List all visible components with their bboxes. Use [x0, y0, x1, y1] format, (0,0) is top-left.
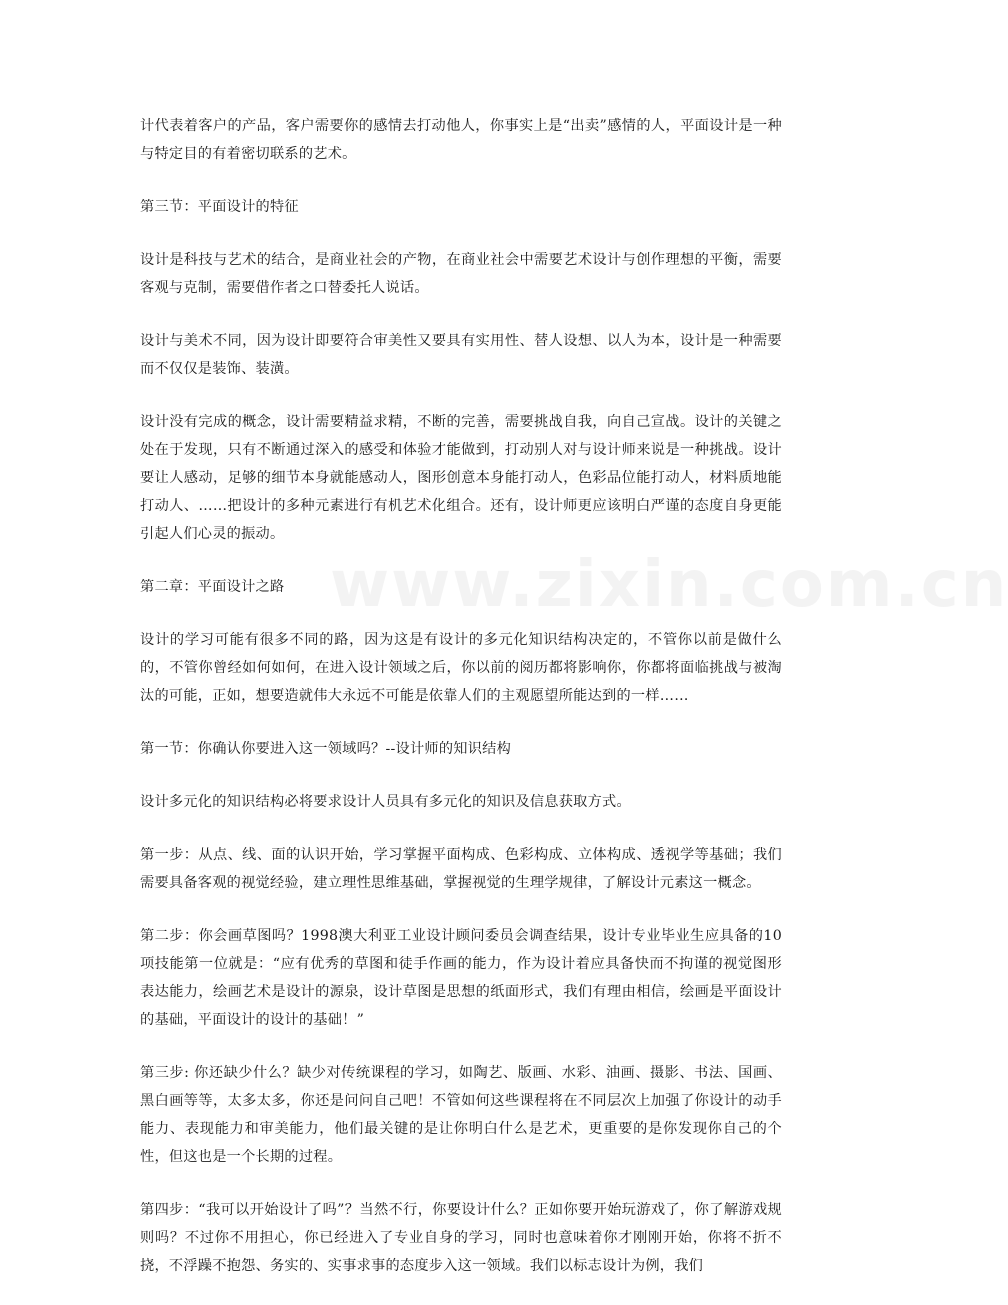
document-body — [140, 112, 782, 1305]
paragraph: 设计多元化的知识结构必将要求设计人员具有多元化的知识及信息获取方式。 — [140, 794, 631, 810]
step-2-paragraph: 第二步：你会画草图吗？1998澳大利亚工业设计顾问委员会调查结果，设计专业毕业生应具备的10项技能第一位就是：“应有优秀的草图和徒手作画的能力，作为设计着应具备快而不拘谨的视觉图形表达能力，绘画艺术是设计的源泉，设计草图是思想的纸面形式，我们有理由相信，绘画是平面设计的基础，平面设计的设计的基础！” — [140, 928, 782, 1028]
paragraph: 设计没有完成的概念，设计需要精益求精，不断的完善，需要挑战自我，向自己宣战。设计的关键之处在于发现，只有不断通过深入的感受和体验才能做到，打动别人对与设计师来说是一种挑战。设计要让人感动，足够的细节本身就能感动人，图形创意本身能打动人，色彩品位能打动人，材料质地能打动人、……把设计的多种元素进行有机艺术化组合。还有，设计师更应该明白严谨的态度自身更能引起人们心灵的振动。 — [140, 414, 782, 542]
paragraph: 设计与美术不同，因为设计即要符合审美性又要具有实用性、替人设想、以人为本，设计是一种需要而不仅仅是装饰、装潢。 — [140, 333, 782, 377]
paragraph: 设计是科技与艺术的结合，是商业社会的产物，在商业社会中需要艺术设计与创作理想的平衡，需要客观与克制，需要借作者之口替委托人说话。 — [140, 252, 782, 296]
paragraph-continuation: 计代表着客户的产品，客户需要你的感情去打动他人，你事实上是“出卖”感情的人，平面设计是一种与特定目的有着密切联系的艺术。 — [140, 118, 782, 162]
paragraph: 设计的学习可能有很多不同的路，因为这是有设计的多元化知识结构决定的，不管你以前是做什么的，不管你曾经如何如何，在进入设计领域之后，你以前的阅历都将影响你，你都将面临挑战与被淘汰的可能，正如，想要造就伟大永远不可能是依靠人们的主观愿望所能达到的一样…… — [140, 632, 782, 704]
section-heading-3: 第三节：平面设计的特征 — [140, 199, 299, 215]
step-3-paragraph: 第三步: 你还缺少什么？缺少对传统课程的学习，如陶艺、版画、水彩、油画、摄影、书法、国画、黑白画等等，太多太多，你还是问问自己吧！不管如何这些课程将在不同层次上加强了你设计的动手能力、表现能力和审美能力，他们最关键的是让你明白什么是艺术，更重要的是你发现你自己的个性，但这也是一个长期的过程。 — [140, 1065, 782, 1165]
step-1-paragraph: 第一步：从点、线、面的认识开始，学习掌握平面构成、色彩构成、立体构成、透视学等基础；我们需要具备客观的视觉经验，建立理性思维基础，掌握视觉的生理学规律，了解设计元素这一概念。 — [140, 847, 782, 891]
section-heading-1: 第一节：你确认你要进入这一领域吗？--设计师的知识结构 — [140, 741, 512, 757]
watermark: www.zixin.com.cn — [330, 548, 1008, 622]
chapter-heading-2: 第二章：平面设计之路 — [140, 579, 285, 595]
step-4-paragraph: 第四步：“我可以开始设计了吗”？当然不行，你要设计什么？正如你要开始玩游戏了，你了解游戏规则吗？不过你不用担心，你已经进入了专业自身的学习，同时也意味着你才刚刚开始，你将不折不挠，不浮躁不抱怨、务实的、实事求事的态度步入这一领域。我们以标志设计为例，我们 — [140, 1202, 782, 1274]
